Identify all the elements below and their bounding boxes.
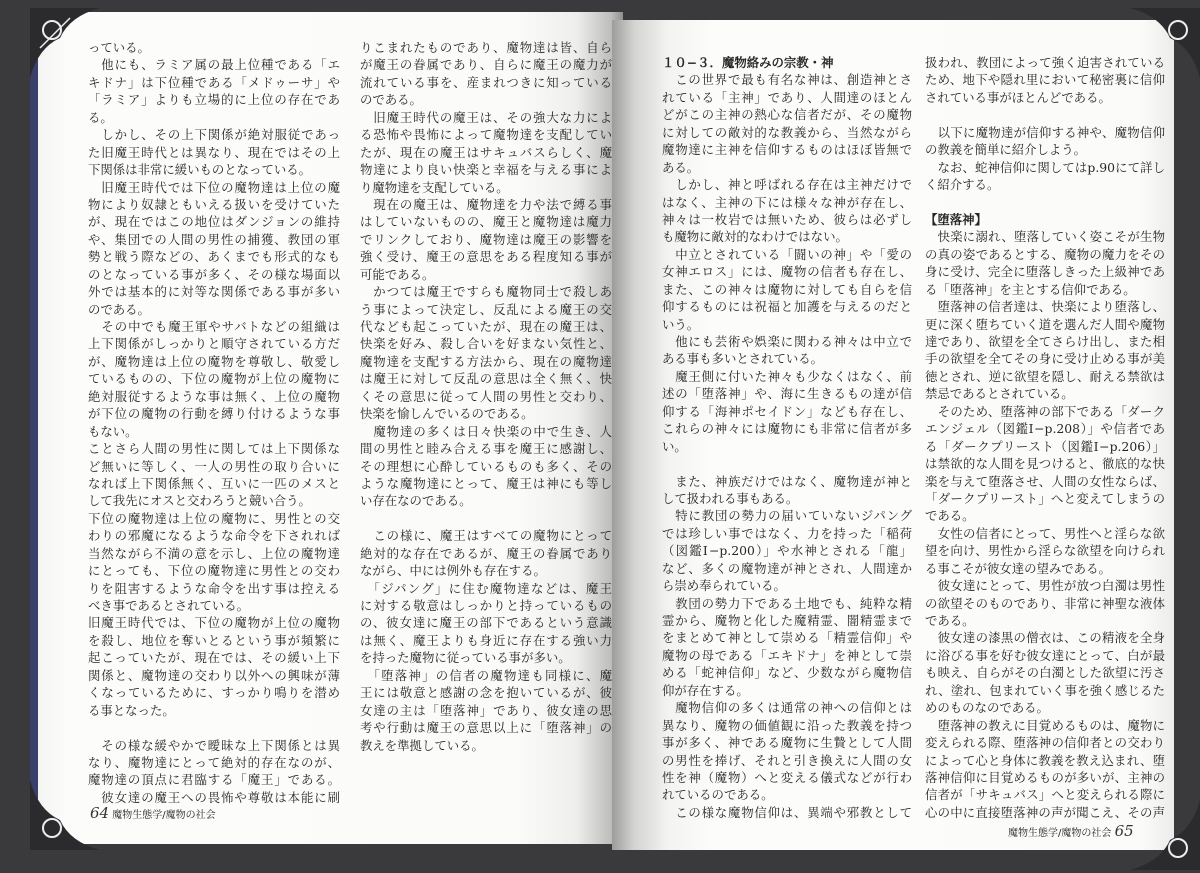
text-line: 上下関係がしっかりと順守されている方だ: [88, 336, 340, 352]
text-line: この様な魔物信仰は、異端や邪教として: [662, 804, 912, 820]
text-line: また、神族だけではなく、魔物達が神と: [662, 473, 912, 489]
text-line: 魔物達の多くは日々快楽の中で生き、人: [360, 423, 612, 439]
text-line: りこまれたものであり、魔物達は皆、自ら: [360, 40, 612, 55]
right-page-footer: [1008, 822, 1134, 840]
text-line: その様な緩やかで曖昧な上下関係とは異: [88, 737, 340, 753]
text-line: 扱われ、教団によって強く迫害されている: [925, 55, 1165, 70]
text-line: は魔王に対して反乱の意思は全く無く、快: [360, 371, 612, 387]
text-line: 更に深く堕ちていく道を選んだ人間や魔物: [925, 316, 1165, 332]
text-line: 彼女達にとって、男性が放つ白濁は男性: [925, 578, 1165, 594]
text-line: る恐怖や畏怖によって魔物達を支配してい: [360, 127, 612, 143]
text-line: っている。: [88, 40, 150, 55]
text-line: ある。: [662, 159, 700, 175]
text-line: くその意思に従って人間の男性と交わり、: [360, 388, 612, 404]
page-number: 65: [1114, 822, 1134, 840]
text-line: 事が多く、神である魔物に生贄として人間: [662, 735, 912, 751]
text-line: る事こそが彼女達の望みである。: [925, 560, 1111, 576]
text-line: が、現在ではこの地位はダンジョンの維持: [88, 214, 340, 230]
text-line: 魔物の母である「エキドナ」を神として崇: [662, 647, 912, 663]
text-line: ある事も多いとされている。: [662, 351, 824, 367]
text-line: 中立とされている「闘いの神」や「愛の: [662, 246, 912, 262]
text-line: 女性の信者にとって、男性へと淫らな欲: [925, 525, 1165, 541]
text-line: その中でも魔王軍やサバトなどの組織は: [88, 319, 340, 334]
text-line: では珍しい事ではなく、力を持った「稲荷: [662, 525, 912, 541]
text-line: れ、塗れ、包まれていく事を強く感じるた: [925, 682, 1165, 698]
text-line: 彼女達の漆黒の僧衣は、この精液を全身: [925, 630, 1165, 646]
text-line: に浴びる事を好む彼女達にとって、白が最: [925, 647, 1165, 663]
text-line: しかし、その上下関係が絶対服従であっ: [88, 127, 340, 143]
text-line: のである。: [88, 301, 150, 317]
text-line: 以下に魔物達が信仰する神や、魔物信仰: [925, 124, 1165, 140]
section-heading: １０−３．魔物絡みの宗教・神: [662, 55, 834, 70]
section-heading: 【堕落神】: [925, 211, 987, 227]
text-line: 魔王側に付いた神々も少なくはなく、前: [662, 368, 912, 384]
text-line: 望を向け、男性から淫らな欲望を向けられ: [925, 543, 1165, 559]
text-line: も魔物に敵対的なわけではない。: [662, 229, 848, 245]
text-line: のとなっている事が多く、その様な場面以: [88, 266, 340, 282]
text-line: もない。: [88, 423, 138, 439]
text-line: 旧魔王時代の魔王は、その強大な力によ: [360, 109, 612, 125]
text-line: そのため、堕落神の部下である「ダーク: [925, 403, 1165, 419]
blank-line: [360, 510, 612, 527]
text-line: 特に教団の勢力の届いていないジパング: [662, 508, 912, 524]
text-line: を持った魔物に従っている事が多い。: [360, 650, 571, 666]
text-line: れている「主神」であり、人間達のほとん: [662, 89, 912, 105]
text-line: ながら、中には例外も存在する。: [360, 563, 546, 579]
text-line: 禁忌であるとされている。: [925, 386, 1074, 402]
text-line: なれば上下関係無く、互いに一匹のメスと: [88, 475, 340, 491]
text-line: 魔物達に主神を信仰するものはほぼ皆無で: [662, 142, 912, 158]
text-line: 他にも、ラミア属の最上位種である「エ: [88, 57, 340, 73]
text-line: 間の男性と睦み合える事を魔王に感謝し、: [360, 441, 612, 457]
text-line: 堕落神の教えに目覚めるものは、魔物に: [925, 717, 1165, 733]
text-line: 当然ながら不満の意を示し、上位の魔物達: [88, 545, 340, 561]
text-line: ているものの、下位の魔物が上位の魔物に: [88, 371, 340, 387]
text-line: に対する敬意はしっかりと持っているもの: [360, 598, 612, 613]
text-line: ため、地下や隠れ里において秘密裏に信仰: [925, 72, 1165, 88]
text-line: の教義を簡単に紹介しよう。: [925, 142, 1087, 158]
text-line: や、集団での人間の男性の捕獲、教団の軍: [88, 231, 340, 247]
text-line: の、彼女達に魔王の部下であるという意識: [360, 615, 612, 631]
text-line: 教団の勢力下である土地でも、純粋な精: [662, 595, 912, 611]
text-line: 考や行動は魔王の意思以上に「堕落神」の: [360, 720, 612, 736]
text-line: ことさら人間の男性に関しては上下関係な: [88, 441, 340, 457]
text-line: はなく、主神の下には様々な神が存在し、: [662, 194, 912, 210]
text-line: 魔物信仰の多くは通常の神への信仰とは: [662, 700, 912, 716]
text-line: して我先にオスと交わろうと競い合う。: [88, 493, 311, 509]
text-line: 代なども起こっていたが、現在の魔王は、: [360, 319, 612, 334]
text-line: 起こっていたが、現在では、その緩い上下: [88, 650, 340, 666]
text-line: の真の姿であるとする、魔物の魔力をその: [925, 246, 1165, 262]
text-line: 霊から、魔物と化した魔精霊、闇精霊まで: [662, 613, 912, 628]
text-line: 身に受け、完全に堕落しきった上級神であ: [925, 264, 1165, 280]
text-line: 快楽を愉しんでいるのである。: [360, 406, 534, 422]
text-line: くなっているために、すっかり鳴りを潜め: [88, 685, 340, 701]
text-line: 女達の主は「堕落神」であり、彼女達の思: [360, 702, 612, 718]
text-line: しかし、神と呼ばれる存在は主神だけで: [662, 177, 912, 193]
text-line: 楽を与えて堕落させ、人間の女性ならば、: [925, 473, 1165, 489]
text-line: り魔物達を支配している。: [360, 179, 509, 195]
text-line: その理想に心酔しているものも多く、その: [360, 458, 612, 474]
text-line: 落神信仰に目覚めるものが多いが、主神の: [925, 769, 1165, 785]
text-line: 旧魔王時代では下位の魔物達は上位の魔: [88, 179, 340, 195]
text-line: 神々は一枚岩では無いため、彼らは必ずし: [662, 211, 912, 227]
text-line: る「堕落神」を主とする信仰である。: [925, 281, 1136, 297]
text-line: の欲望そのものであり、非常に神聖な液体: [925, 595, 1165, 611]
text-line: これらの神々には魔物にも非常に信者が多: [662, 421, 912, 437]
text-line: なり、魔物達にとって絶対的存在なのが、: [88, 754, 340, 770]
text-line: 異なり、魔物の価値観に沿った教義を持つ: [662, 717, 912, 733]
text-line: にとっても、下位の魔物達に男性との交わ: [88, 563, 340, 579]
text-line: 仰するものには祝福と加護を与えるのだと: [662, 299, 912, 315]
text-line: 「ラミア」よりも立場的に上位の存在であ: [88, 92, 340, 108]
text-line: 旧魔王時代では、下位の魔物が上位の魔物: [88, 615, 340, 631]
text-line: である。: [925, 508, 975, 524]
text-line: 物達により良い快楽と幸福を与える事によ: [360, 162, 612, 178]
text-line: いう。: [662, 316, 700, 332]
text-line: の男性を捧げ、それと引き換えに人間の女: [662, 752, 912, 768]
text-line: 教えを準拠している。: [360, 737, 484, 753]
text-line: い存在なのである。: [360, 493, 472, 509]
text-line: されている事がほとんどである。: [925, 89, 1111, 105]
text-line: 可能である。: [360, 266, 435, 282]
text-line: 流れている事を、産まれつきに知っている: [360, 74, 612, 90]
text-line: 王には敬意と感謝の念を抱いているが、彼: [360, 685, 612, 701]
text-line: 魔物達を支配する方法から、現在の魔物達: [360, 353, 612, 369]
running-title: 魔物生態学/魔物の社会: [112, 810, 216, 821]
text-line: は無く、魔王よりも身近に存在する強い力: [360, 632, 612, 648]
text-line: のである。: [360, 92, 422, 108]
text-line: キドナ」は下位種である「メドゥーサ」や: [88, 74, 340, 90]
text-line: 下関係は非常に緩いものとなっている。: [88, 162, 312, 178]
text-line: 「堕落神」の信者の魔物達も同様に、魔: [360, 667, 612, 683]
page-number: 64: [90, 804, 110, 822]
left-page-footer: [90, 804, 216, 822]
text-line: を殺し、地位を奪いとるという事が頻繁に: [88, 632, 340, 648]
running-title: 魔物生態学/魔物の社会: [1008, 828, 1112, 839]
text-line: わりの邪魔になるような命令を下されれば: [88, 528, 340, 544]
text-line: である。: [925, 613, 975, 628]
text-line: 信者が「サキュバス」へと変えられる際に: [925, 787, 1165, 803]
text-line: た旧魔王時代とは異なり、現在ではその上: [88, 144, 340, 160]
text-line: 関係と、魔物達の交わり以外への興味が薄: [88, 667, 340, 683]
text-line: 述の「堕落神」や、海に生きるもの達が信: [662, 386, 912, 402]
text-line: い。: [662, 438, 687, 454]
left-page-column-2: [360, 39, 612, 754]
text-line: る事となった。: [88, 702, 175, 718]
text-line: る「ダークプリースト（図鑑Ⅰ−p.206）」: [925, 438, 1165, 454]
text-line: をまとめて神として崇める「精霊信仰」や: [662, 630, 912, 646]
text-line: でリンクしており、魔物達は魔王の影響を: [360, 231, 612, 247]
text-line: 外では基本的に対等な関係である事が多い: [88, 284, 340, 300]
text-line: 物により奴隷ともいえる扱いを受けていた: [88, 196, 340, 212]
text-line: が魔王の眷属であり、自らに魔王の魔力が: [360, 57, 612, 73]
left-page-column-1: [88, 39, 340, 806]
text-line: が下位の魔物の行動を縛り付けるような事: [88, 406, 340, 422]
text-line: （図鑑Ⅰ−p.200）」や水神とされる「龍」: [662, 543, 912, 559]
text-line: 手の欲望を全てその身に受け止める事が美: [925, 351, 1165, 367]
text-line: 絶対服従するような事は無く、上位の魔物: [88, 388, 340, 404]
blank-line: [925, 194, 1165, 211]
text-line: 仰が存在する。: [662, 682, 749, 698]
text-line: 仰する「海神ポセイドン」なども存在し、: [662, 403, 912, 419]
text-line: なお、蛇神信仰に関してはp.90にて詳し: [925, 159, 1165, 175]
blank-line: [662, 455, 912, 472]
text-line: く紹介する。: [925, 177, 1000, 193]
text-line: 絶対的な存在であるが、魔王の眷属であり: [360, 545, 612, 561]
right-page-column-1: [662, 54, 912, 821]
text-line: める「蛇神信仰」など、少数ながら魔物信: [662, 665, 912, 681]
text-line: ら崇め奉られている。: [662, 578, 786, 594]
text-line: によって心と身体に教義を教え込まれ、堕: [925, 752, 1165, 768]
text-line: この世界で最も有名な神は、創造神とさ: [662, 72, 912, 88]
text-line: 堕落神の信者達は、快楽により堕落し、: [925, 299, 1165, 315]
text-line: エンジェル（図鑑Ⅰ−p.208）」や信者であ: [925, 421, 1165, 437]
text-line: 性を神（魔物）へと変える儀式などが行わ: [662, 769, 912, 785]
text-line: かつては魔王ですらも魔物同士で殺しあ: [360, 284, 612, 300]
text-line: う事によって決定し、反乱による魔王の交: [360, 301, 612, 317]
text-line: 魔物達の頂点に君臨する「魔王」である。: [88, 772, 340, 788]
text-line: が、魔物達は上位の魔物を尊敬し、敬愛し: [88, 353, 340, 369]
text-line: たが、現在の魔王はサキュバスらしく、魔: [360, 144, 612, 160]
text-line: ど無いに等しく、一人の男性の取り合いに: [88, 458, 340, 474]
text-line: 徳とされ、逆に欲望を隠し、耐える禁欲は: [925, 368, 1165, 384]
text-line: も映え、自らがその白濁とした欲望に汚さ: [925, 665, 1165, 681]
text-line: めのものなのである。: [925, 700, 1049, 716]
text-line: 他にも芸術や娯楽に関わる神々は中立で: [662, 334, 912, 349]
text-line: 変えられる際、堕落神の信仰者との交わり: [925, 735, 1165, 751]
text-line: べき事であるとされている。: [88, 598, 250, 613]
blank-line: [925, 106, 1165, 123]
text-line: 快楽に溺れ、堕落していく姿こそが生物: [925, 229, 1165, 245]
text-line: りを阻害するような命令を出す事は控える: [88, 580, 340, 596]
text-line: 現在の魔王は、魔物達を力や法で縛る事: [360, 196, 612, 212]
text-line: 達であり、欲望を全てさらけ出し、また相: [925, 334, 1165, 349]
text-line: れているのである。: [662, 787, 774, 803]
text-line: は禁欲的な人間を見つけると、徹底的な快: [925, 456, 1165, 472]
text-line: また、この神々は魔物に対しても自らを信: [662, 281, 912, 297]
text-line: 下位の魔物達は上位の魔物に、男性との交: [88, 510, 340, 526]
text-line: など、多くの魔物達が神とされ、人間達か: [662, 560, 912, 576]
text-line: 心の中に直接堕落神の声が聞こえ、その声: [925, 804, 1165, 820]
text-line: に対しての敵対的な教義から、当然ながら: [662, 124, 912, 140]
text-line: 女神エロス」には、魔物の信者も存在し、: [662, 264, 912, 280]
text-line: 勢と戦う際などの、あくまでも形式的なも: [88, 249, 340, 265]
text-line: この様に、魔王はすべての魔物にとって: [360, 528, 612, 544]
right-page-column-2: [925, 54, 1165, 821]
text-line: 彼女達の魔王への畏怖や尊敬は本能に刷: [88, 789, 340, 805]
text-line: 「ダークプリースト」へと変えてしまうの: [925, 490, 1165, 506]
text-line: 快楽を好み、殺し合いを好まない気性と、: [360, 336, 612, 352]
blank-line: [88, 719, 340, 736]
text-line: る。: [88, 109, 113, 125]
text-line: どがこの主神の熱心な信者だが、その魔物: [662, 107, 912, 123]
text-line: ような魔物達にとって、魔王は神にも等し: [360, 475, 612, 491]
text-line: 「ジパング」に住む魔物達などは、魔王: [360, 580, 612, 596]
text-line: はしていないものの、魔王と魔物達は魔力: [360, 214, 612, 230]
text-line: 強く受け、魔王の意思をある程度知る事が: [360, 249, 612, 265]
text-line: して扱われる事もある。: [662, 490, 799, 506]
